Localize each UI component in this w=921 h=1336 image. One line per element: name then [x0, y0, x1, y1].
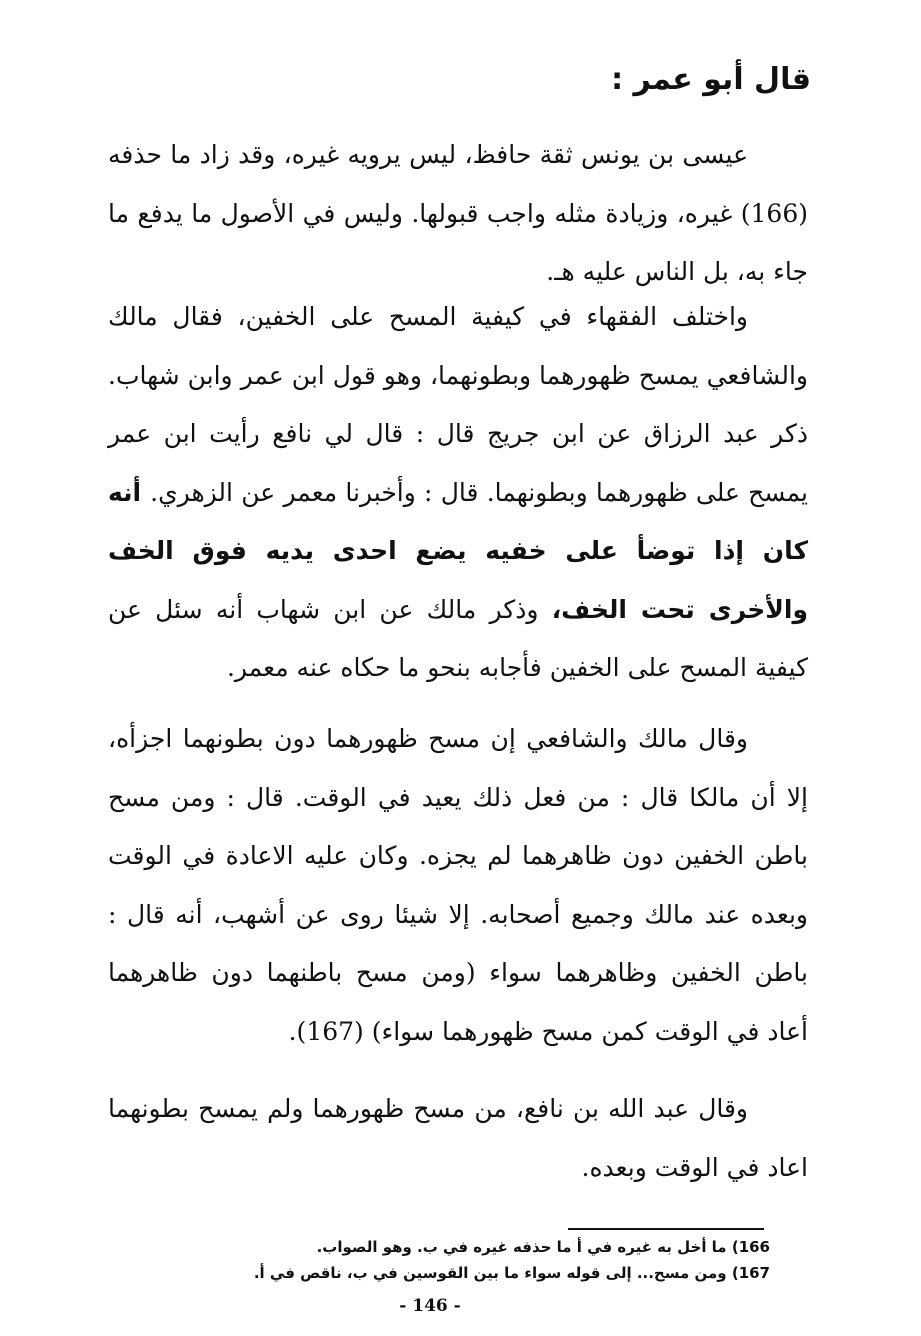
- paragraph-2-text-end: وذكر مالك عن ابن شهاب أنه سئل عن كيفية المسح على الخفين فأجابه بنحو ما حكاه عنه معمر.: [108, 594, 808, 682]
- footnote-divider: [568, 1228, 764, 1230]
- paragraph-4: وقال عبد الله بن نافع، من مسح ظهورهما ولم يمسح بطونهما اعاد في الوقت وبعده.: [108, 1094, 808, 1182]
- footnote-166: 166) ما أخل به غيره في أ ما حذفه غيره في ب. وهو الصواب.: [316, 1238, 770, 1256]
- footnote-167: 167) ومن مسح... إلى قوله سواء ما بين القوسين في ب، ناقص في أ.: [253, 1264, 770, 1282]
- paragraph-1: عيسى بن يونس ثقة حافظ، ليس يرويه غيره، وقد زاد ما حذفه (166) غيره، وزيادة مثله واجب قبولها. وليس في الأصول ما يدفع ما جاء به، بل الناس عليه هـ.: [108, 140, 808, 286]
- paragraph-2: [108, 288, 808, 698]
- paragraph-2-bold-quote: أنه كان إذا توضأ على خفيه يضع احدى يديه فوق الخف والأخرى تحت الخف،: [108, 477, 808, 624]
- paragraph-3: وقال مالك والشافعي إن مسح ظهورهما دون بطونهما اجزأه، إلا أن مالكا قال : من فعل ذلك يعيد في الوقت. قال : ومن مسح باطن الخفين دون ظاهرهما لم يجزه. وكان عليه الاعادة في الوقت وبعده عند مالك وجميع أصحابه. إلا شيئا روى عن أشهب، أنه قال : باطن الخفين وظاهرهما سواء (ومن مسح باطنهما دون ظاهرهما أعاد في الوقت كمن مسح ظهورهما سواء) (167).: [108, 724, 808, 1046]
- page-number: - 146 -: [399, 1296, 461, 1316]
- section-heading: قال أبو عمر :: [611, 62, 811, 97]
- paragraph-2-text-start: واختلف الفقهاء في كيفية المسح على الخفين، فقال مالك والشافعي يمسح ظهورهما وبطونهما، وهو قول ابن عمر وابن شهاب. ذكر عبد الرزاق عن ابن جريج قال : قال لي نافع رأيت ابن عمر يمسح على ظهورهما وبطونهما. قال : وأخبرنا معمر عن الزهري.: [108, 302, 808, 507]
- footnotes: [250, 1234, 770, 1286]
